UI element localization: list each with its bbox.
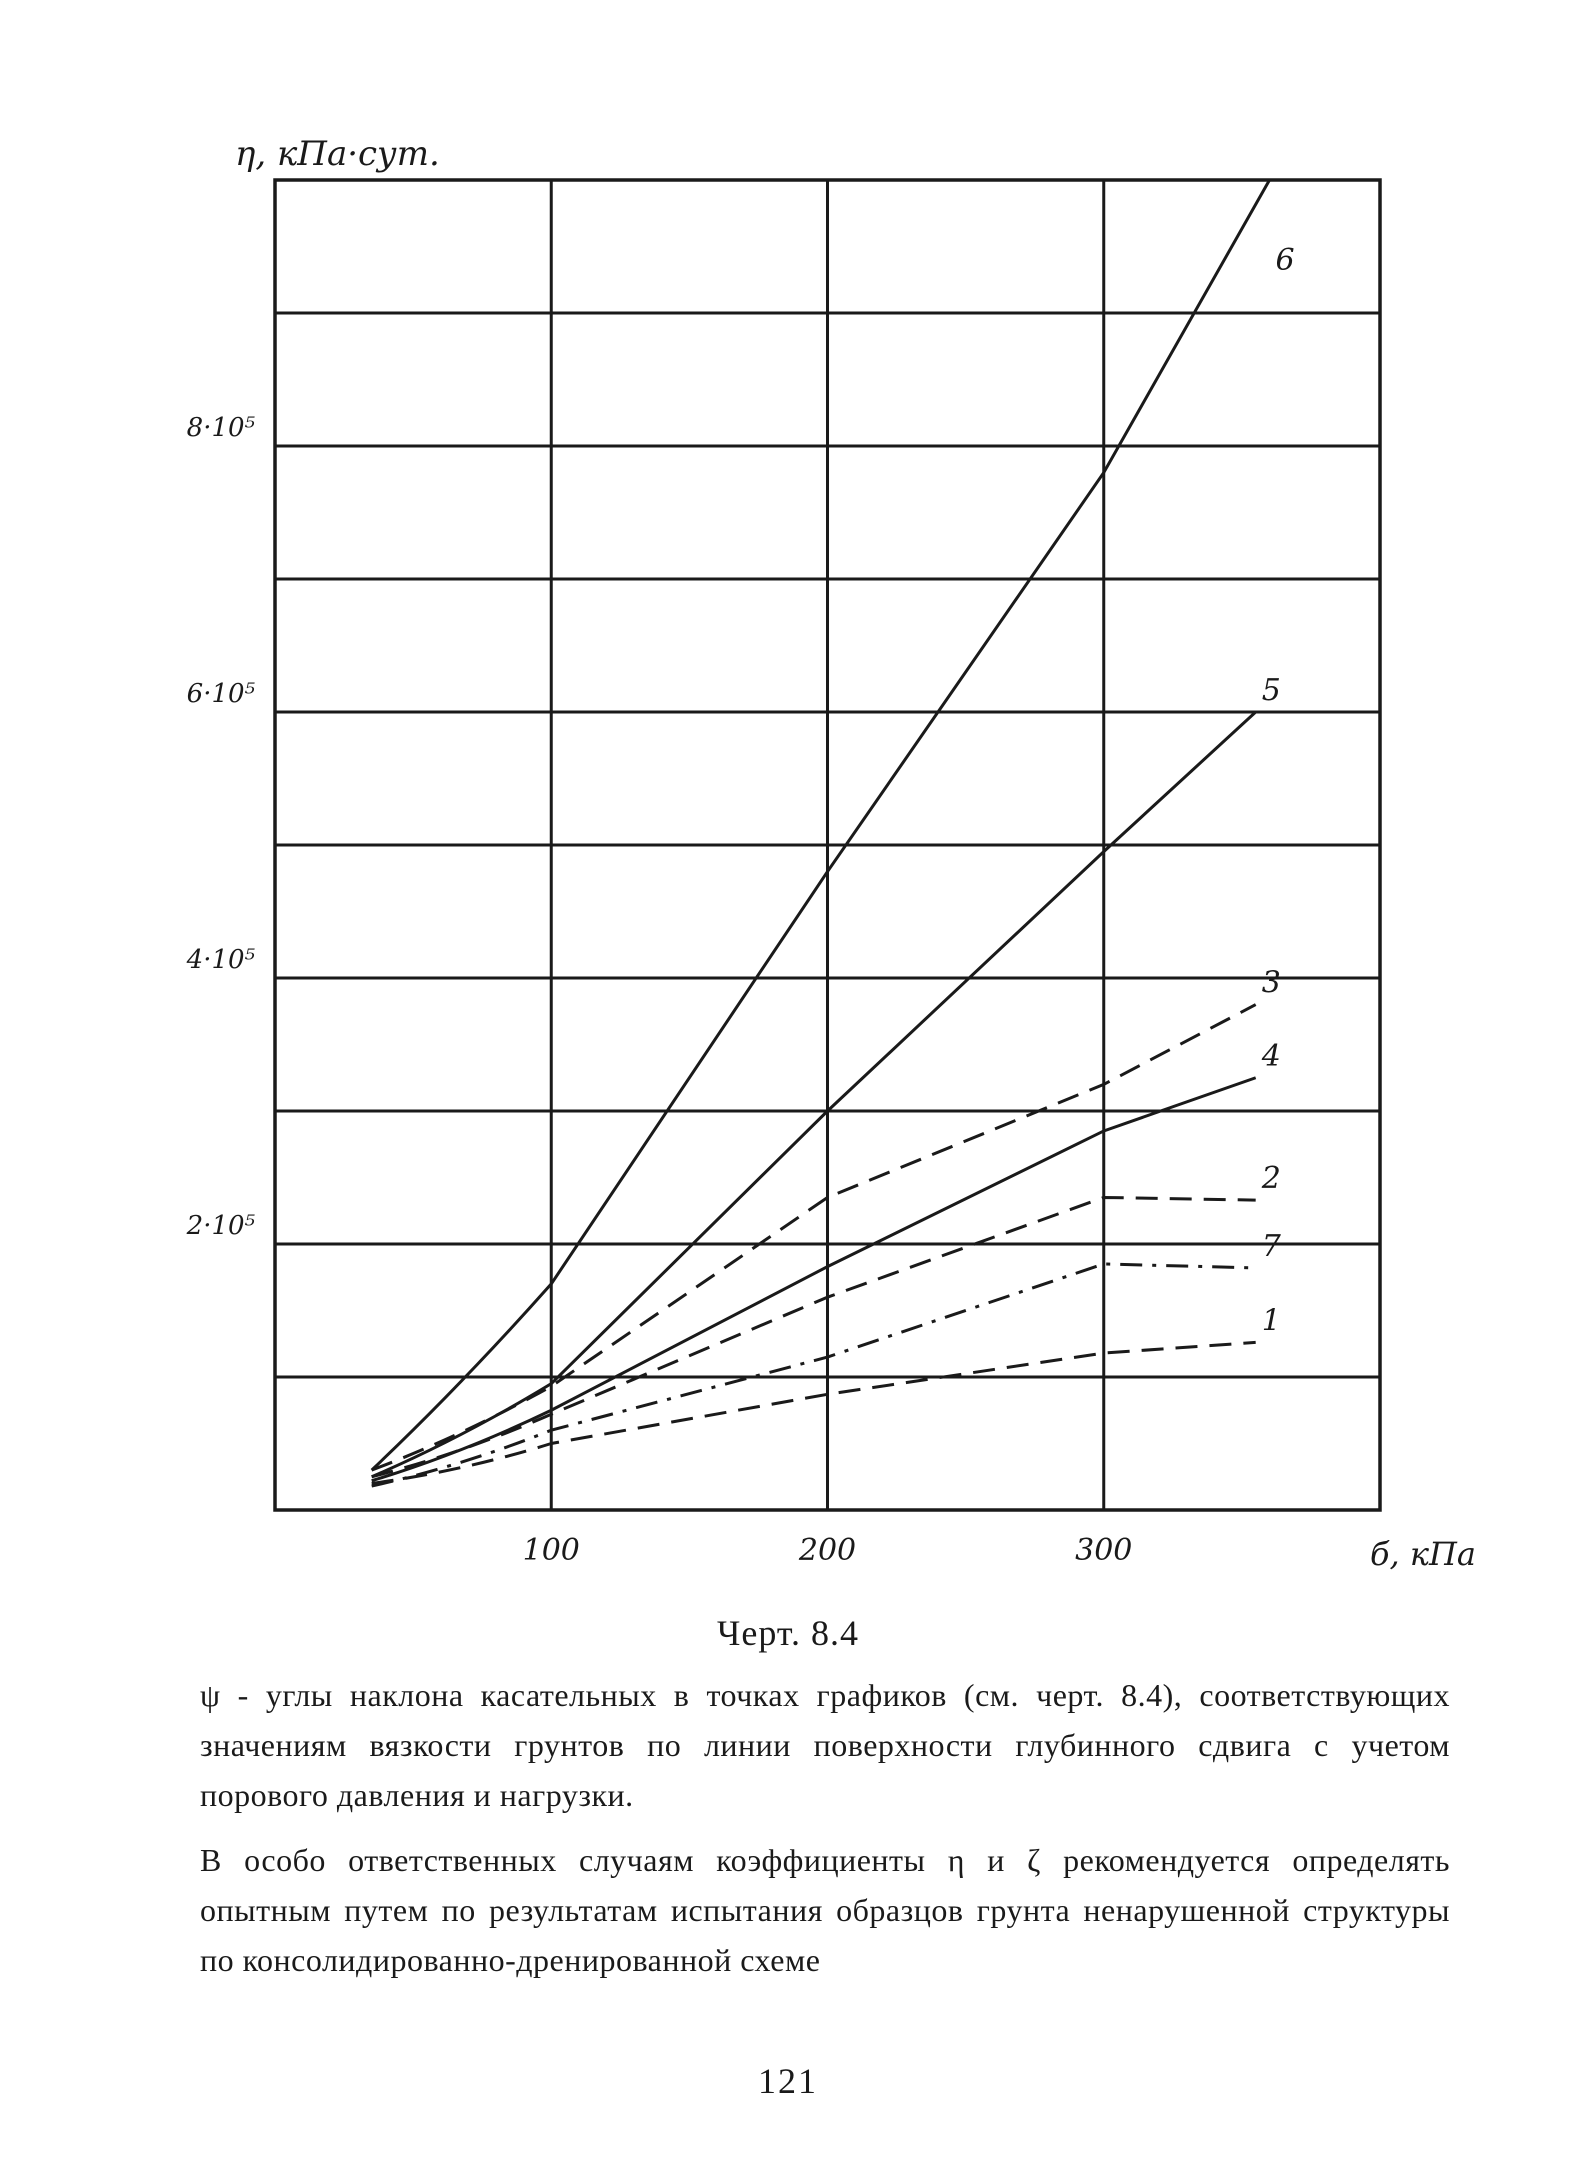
series-label-7: 7 bbox=[1261, 1228, 1281, 1264]
x-tick-label: 100 bbox=[522, 1533, 580, 1568]
series-line-3 bbox=[372, 1005, 1256, 1471]
figure-caption: Черт. 8.4 bbox=[717, 1613, 859, 1653]
series-line-4 bbox=[372, 1078, 1256, 1481]
y-tick-label: 8·10⁵ bbox=[186, 413, 255, 443]
body-paragraph-1: ψ - углы наклона касательных в точках графиков (см. черт. 8.4), соответствующих значениям вязкости грунтов по линии поверхности глубинного сдвига с учетом порового давления и нагрузки. bbox=[200, 1677, 1450, 1813]
series-label-6: 6 bbox=[1275, 243, 1295, 278]
series-label-5: 5 bbox=[1261, 673, 1281, 708]
series-label-1: 1 bbox=[1261, 1303, 1281, 1339]
x-tick-label: 300 bbox=[1075, 1533, 1133, 1568]
y-tick-label: 4·10⁵ bbox=[186, 945, 255, 975]
x-axis-title: б, кПа bbox=[1370, 1535, 1476, 1573]
series-label-2: 2 bbox=[1261, 1161, 1281, 1197]
body-paragraph-2: В особо ответственных случаям коэффициенты η и ζ рекомендуется определять опытным путем по результатам испытания образцов грунта ненарушенной структуры по консолидированно-дренированной схеме bbox=[200, 1842, 1450, 1978]
series-label-4: 4 bbox=[1261, 1038, 1281, 1074]
series-line-5 bbox=[372, 712, 1256, 1477]
series-label-3: 3 bbox=[1261, 965, 1281, 1001]
x-tick-label: 200 bbox=[798, 1533, 857, 1568]
y-axis-title: η, кПа·сут. bbox=[235, 134, 440, 174]
chart-series bbox=[372, 180, 1270, 1486]
chart-grid bbox=[275, 180, 1380, 1510]
page-number: 121 bbox=[758, 2061, 818, 2101]
y-tick-label: 2·10⁵ bbox=[186, 1211, 255, 1241]
y-tick-label: 6·10⁵ bbox=[186, 679, 255, 709]
series-line-7 bbox=[372, 1264, 1256, 1486]
